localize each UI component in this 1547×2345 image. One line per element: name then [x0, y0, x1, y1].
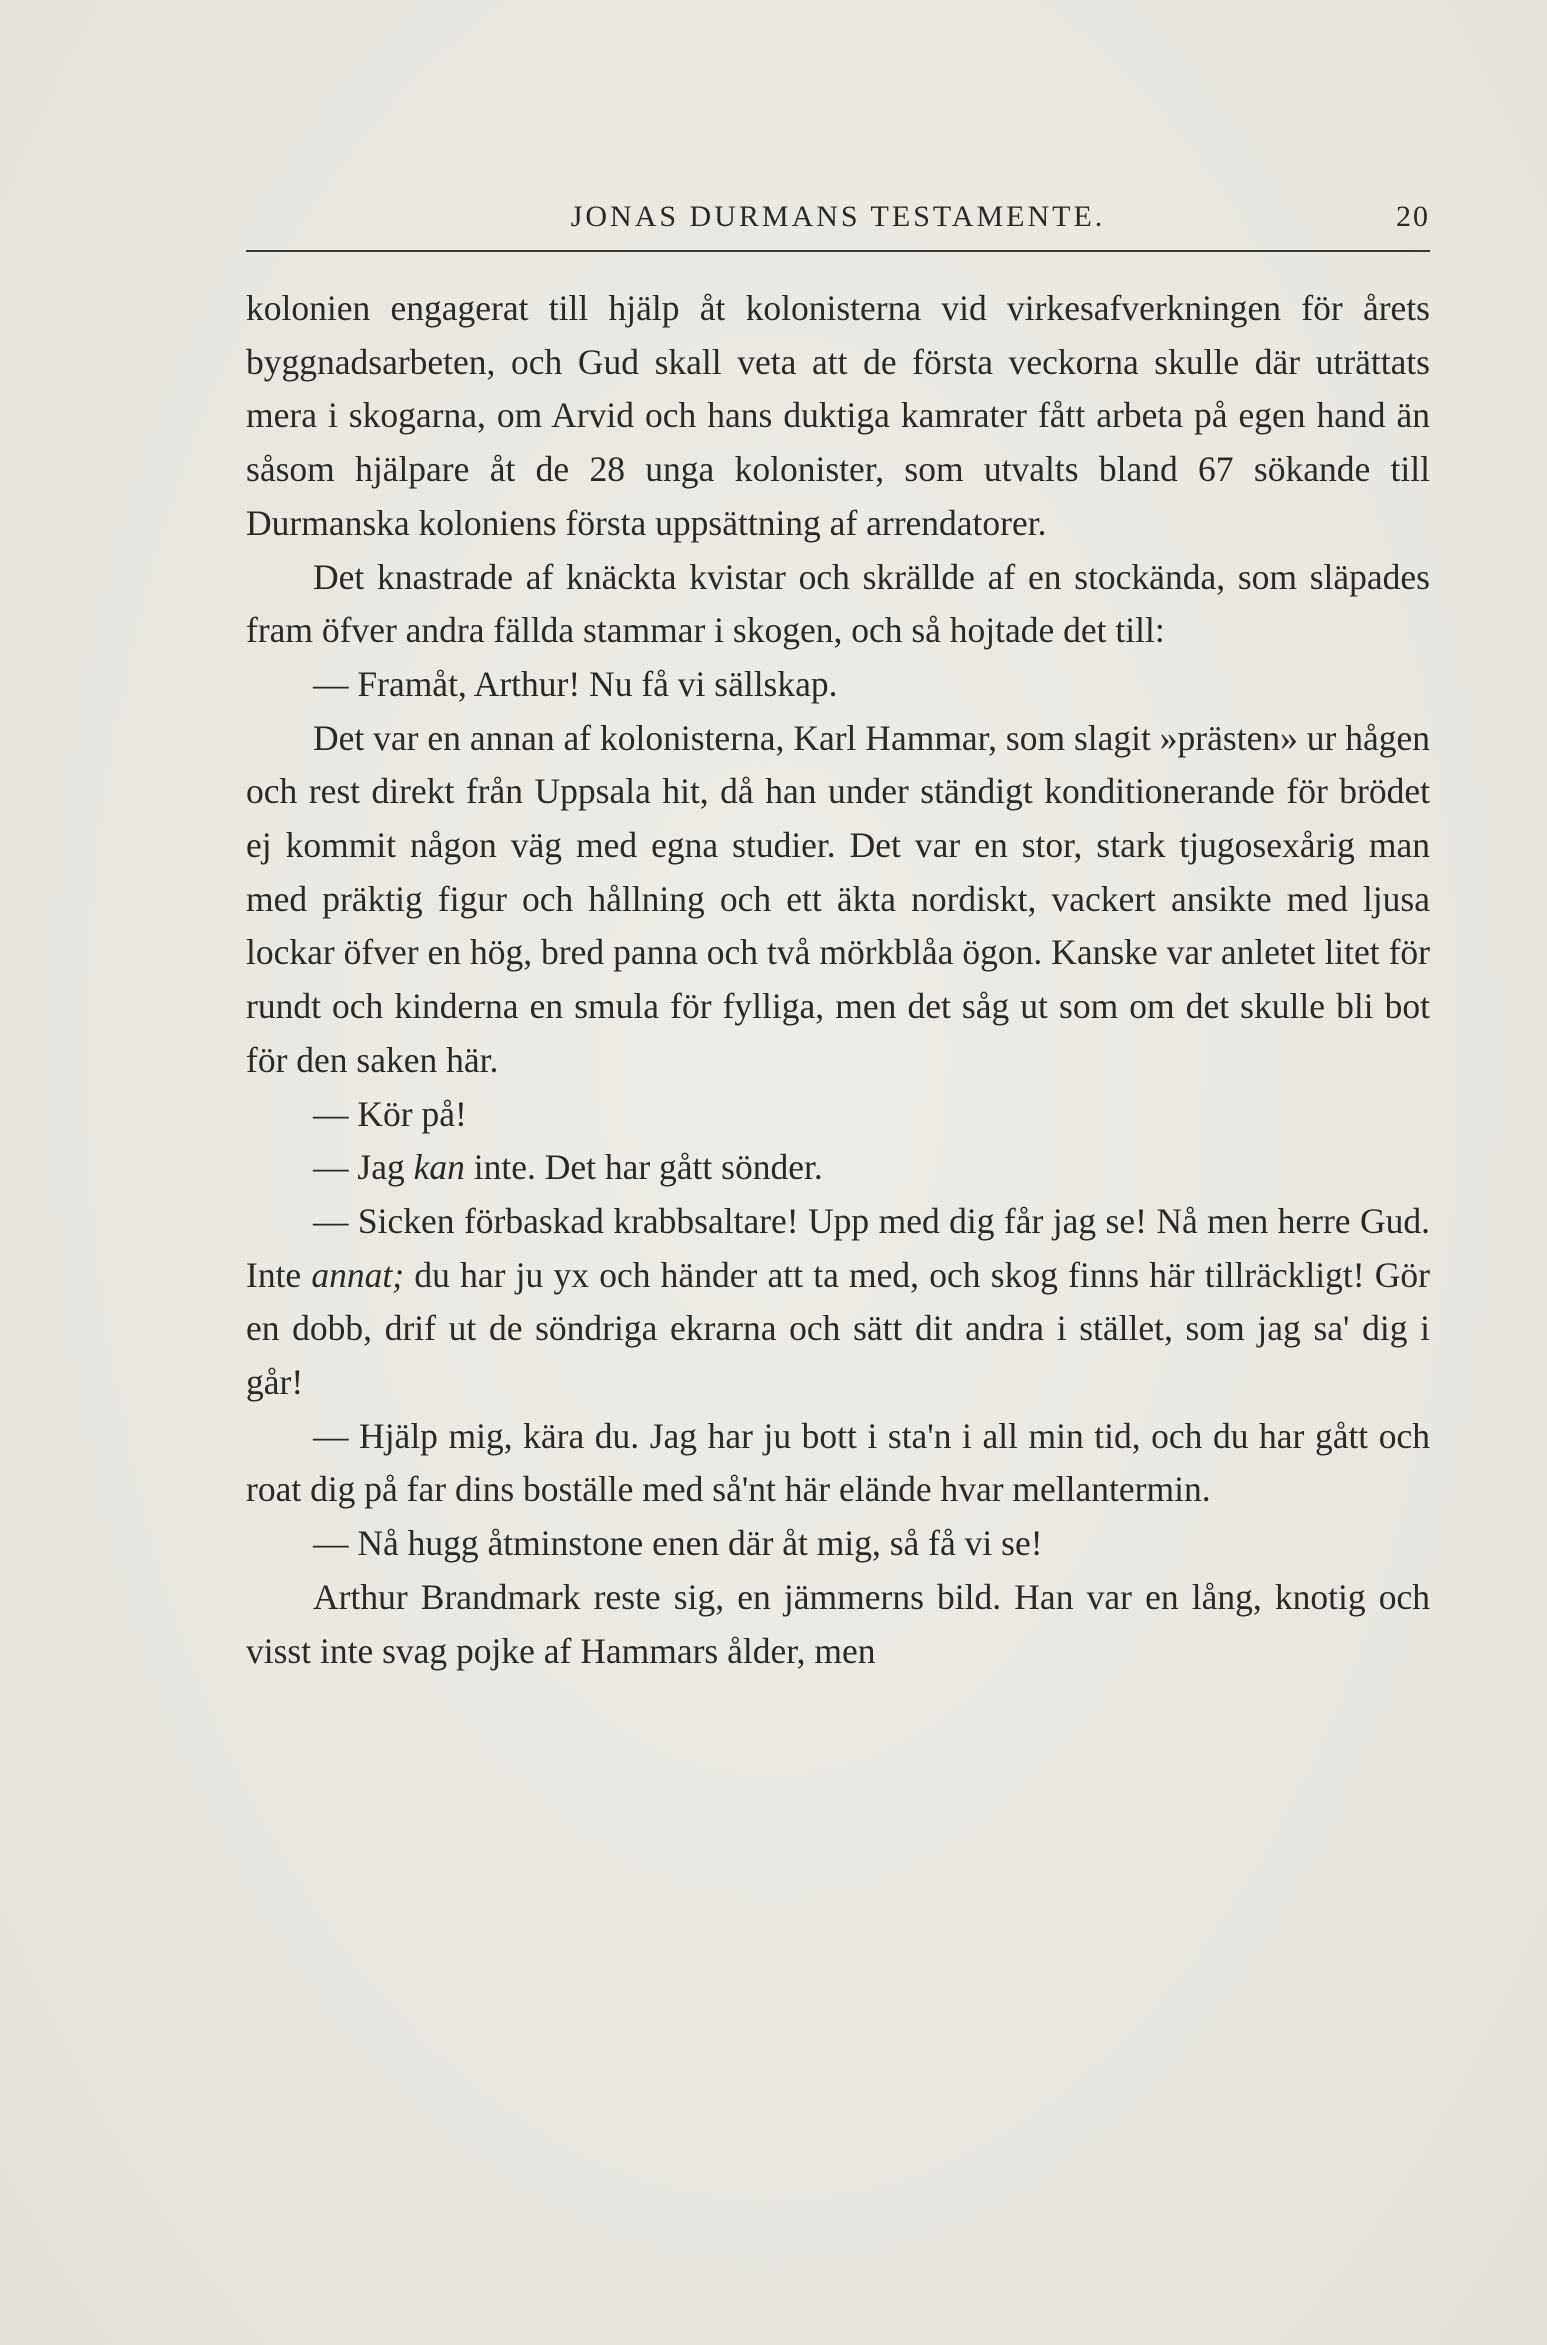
- text-run: — Sicken förbaskad krabbsaltare! Upp med dig får jag se! Nå men herre Gud. Inte: [246, 1200, 1430, 1295]
- text-run: — Nå hugg åtminstone enen där åt mig, så få vi se!: [313, 1523, 1043, 1564]
- paragraph: [246, 1410, 1430, 1517]
- italic-text: annat;: [311, 1254, 405, 1295]
- text-run: inte. Det har gått sönder.: [464, 1147, 823, 1188]
- paragraph: [246, 1088, 1430, 1142]
- text-run: du har ju yx och händer att ta med, och skog finns här tillräckligt! Gör en dobb, drif ut de söndriga ekrarna och sätt dit andra i stället, som jag sa' dig i går!: [246, 1254, 1430, 1403]
- text-run: — Jag: [313, 1147, 414, 1188]
- text-run: kolonien engagerat till hjälp åt kolonisterna vid virkesafverkningen för årets byggnadsarbeten, och Gud skall veta att de första veckorna skulle där uträttats mera i skogarna, om Arvid och hans duktiga kamrater fått arbeta på egen hand än såsom hjälpare åt de 28 unga kolonister, som utvalts bland 67 sökande till Durmanska koloniens första uppsättning af arrendatorer.: [246, 288, 1430, 543]
- page-header: [246, 192, 1430, 242]
- paragraph: [246, 1195, 1430, 1410]
- paragraph: [246, 282, 1430, 551]
- paragraph: [246, 712, 1430, 1088]
- text-run: Det var en annan af kolonisterna, Karl Hammar, som slagit »prästen» ur hågen och rest direkt från Uppsala hit, då han under ständigt konditionerande för brödet ej kommit någon väg med egna studier. Det var en stor, stark tjugosexårig man med präktig figur och hållning och ett äkta nordiskt, vackert ansikte med ljusa lockar öfver en hög, bred panna och två mörkblåa ögon. Kanske var anletet litet för rundt och kinderna en smula för fylliga, men det såg ut som om det skulle bli bot för den saken här.: [246, 717, 1430, 1080]
- text-run: — Framåt, Arthur! Nu få vi sällskap.: [313, 663, 838, 704]
- paragraph: [246, 1517, 1430, 1571]
- text-run: Arthur Brandmark reste sig, en jämmerns bild. Han var en lång, knotig och visst inte svag pojke af Hammars ålder, men: [246, 1576, 1430, 1671]
- text-run: — Hjälp mig, kära du. Jag har ju bott i sta'n i all min tid, och du har gått och roat dig på far dins boställe med så'nt här elände hvar mellantermin.: [246, 1415, 1430, 1510]
- italic-text: kan: [413, 1147, 465, 1188]
- text-run: Det knastrade af knäckta kvistar och skrällde af en stockända, som släpades fram öfver andra fällda stammar i skogen, och så hojtade det till:: [246, 556, 1430, 651]
- paragraph: [246, 1571, 1430, 1678]
- body-text: [246, 282, 1430, 1678]
- text-run: — Kör på!: [313, 1093, 467, 1134]
- paragraph: [246, 551, 1430, 658]
- paragraph: [246, 658, 1430, 712]
- running-title: JONAS DURMANS TESTAMENTE.: [570, 200, 1106, 233]
- paragraph: [246, 1141, 1430, 1195]
- page-number: 20: [1396, 200, 1430, 233]
- header-rule: [246, 250, 1430, 252]
